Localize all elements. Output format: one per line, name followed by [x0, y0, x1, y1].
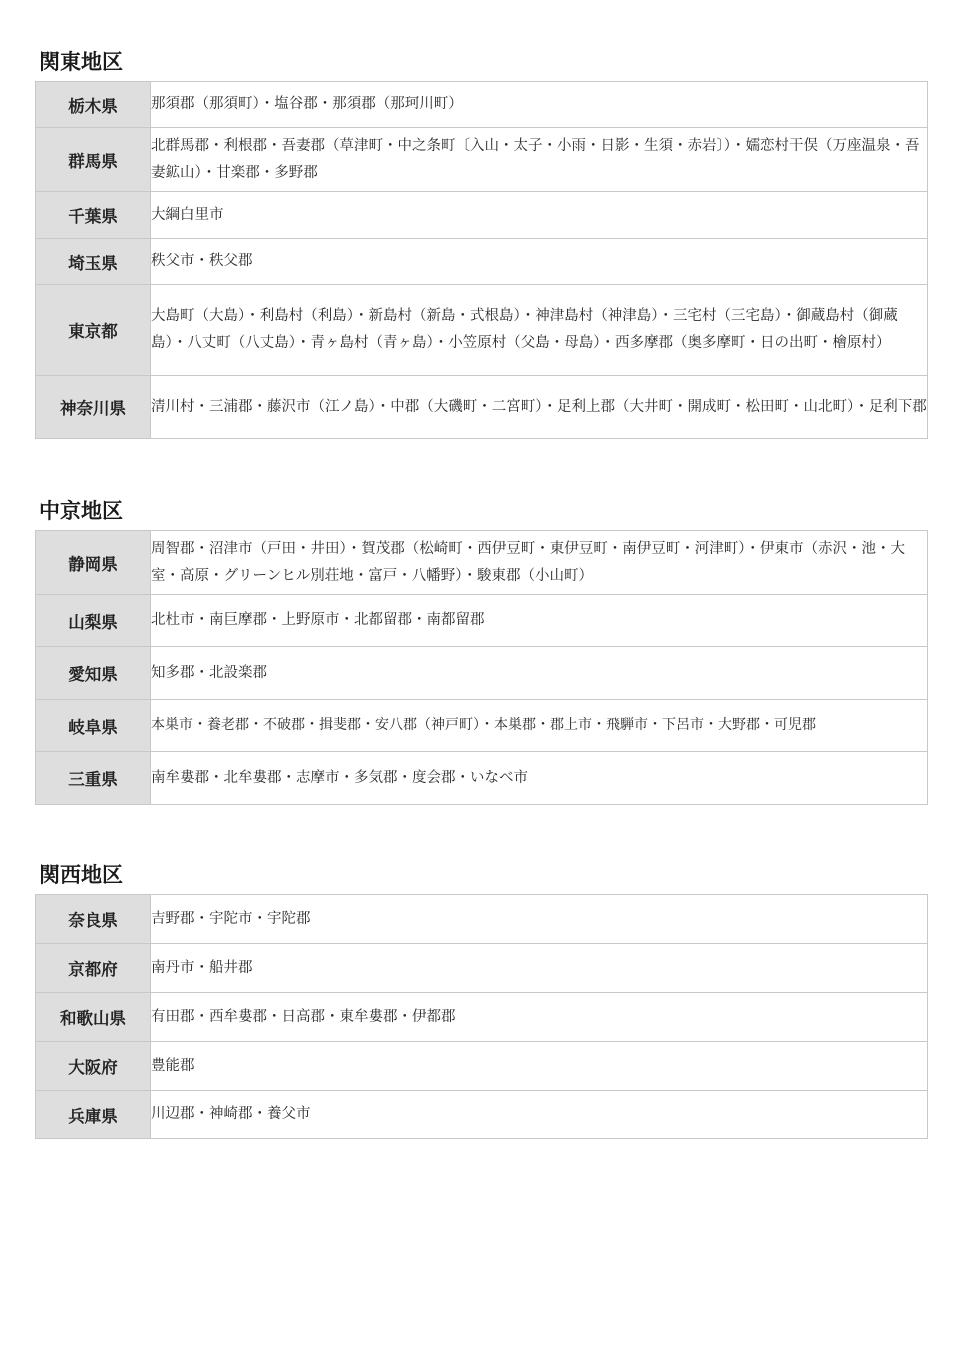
prefecture-name: 神奈川県: [36, 376, 151, 439]
prefecture-name: 千葉県: [36, 192, 151, 239]
prefecture-name: 埼玉県: [36, 239, 151, 285]
area-list: 北群馬郡・利根郡・吾妻郡（草津町・中之条町〔入山・太子・小雨・日影・生須・赤岩〕）・嬬恋村干俣（万座温泉・吾妻鉱山）・甘楽郡・多野郡: [151, 128, 928, 192]
prefecture-name: 兵庫県: [36, 1091, 151, 1139]
prefecture-name: 岐阜県: [36, 700, 151, 752]
section-title: 関東地区: [39, 50, 123, 74]
table-row: [36, 82, 928, 128]
table-row: [36, 595, 928, 647]
prefecture-name: 三重県: [36, 752, 151, 805]
area-list: 南牟婁郡・北牟婁郡・志摩市・多気郡・度会郡・いなべ市: [151, 752, 928, 805]
area-list: 吉野郡・宇陀市・宇陀郡: [151, 895, 928, 944]
prefecture-name: 山梨県: [36, 595, 151, 647]
area-list: 大綱白里市: [151, 192, 928, 239]
prefecture-name: 和歌山県: [36, 993, 151, 1042]
table-row: [36, 128, 928, 192]
area-list: 大島町（大島）・利島村（利島）・新島村（新島・式根島）・神津島村（神津島）・三宅村（三宅島）・御蔵島村（御蔵島）・八丈町（八丈島）・青ヶ島村（青ヶ島）・小笠原村（父島・母島）・西多摩郡（奥多摩町・日の出町・檜原村）: [151, 285, 928, 376]
prefecture-name: 奈良県: [36, 895, 151, 944]
table-row: [36, 192, 928, 239]
area-list: 南丹市・船井郡: [151, 944, 928, 993]
region-table: [35, 894, 928, 1139]
area-list: 秩父市・秩父郡: [151, 239, 928, 285]
area-list: 清川村・三浦郡・藤沢市（江ノ島）・中郡（大磯町・二宮町）・足利上郡（大井町・開成町・松田町・山北町）・足利下郡: [151, 376, 928, 439]
prefecture-name: 群馬県: [36, 128, 151, 192]
area-list: 那須郡（那須町）・塩谷郡・那須郡（那珂川町）: [151, 82, 928, 128]
prefecture-name: 栃木県: [36, 82, 151, 128]
table-row: [36, 239, 928, 285]
table-row: [36, 944, 928, 993]
table-row: [36, 1091, 928, 1139]
region-table: [35, 81, 928, 439]
prefecture-name: 愛知県: [36, 647, 151, 700]
prefecture-name: 大阪府: [36, 1042, 151, 1091]
table-row: [36, 895, 928, 944]
prefecture-name: 東京都: [36, 285, 151, 376]
area-list: 川辺郡・神崎郡・養父市: [151, 1091, 928, 1139]
area-list: 知多郡・北設楽郡: [151, 647, 928, 700]
area-list: 豊能郡: [151, 1042, 928, 1091]
table-row: [36, 752, 928, 805]
area-list: 本巣市・養老郡・不破郡・揖斐郡・安八郡（神戸町）・本巣郡・郡上市・飛騨市・下呂市・大野郡・可児郡: [151, 700, 928, 752]
table-row: [36, 647, 928, 700]
area-list: 北杜市・南巨摩郡・上野原市・北都留郡・南都留郡: [151, 595, 928, 647]
section-title: 中京地区: [39, 499, 123, 523]
table-row: [36, 285, 928, 376]
section-title: 関西地区: [39, 863, 123, 887]
table-row: [36, 993, 928, 1042]
table-row: [36, 1042, 928, 1091]
table-row: [36, 376, 928, 439]
area-list: 周智郡・沼津市（戸田・井田）・賀茂郡（松崎町・西伊豆町・東伊豆町・南伊豆町・河津町）・伊東市（赤沢・池・大室・高原・グリーンヒル別荘地・富戸・八幡野）・駿東郡（小山町）: [151, 531, 928, 595]
table-row: [36, 531, 928, 595]
region-table: [35, 530, 928, 805]
prefecture-name: 静岡県: [36, 531, 151, 595]
table-row: [36, 700, 928, 752]
area-list: 有田郡・西牟婁郡・日高郡・東牟婁郡・伊都郡: [151, 993, 928, 1042]
prefecture-name: 京都府: [36, 944, 151, 993]
